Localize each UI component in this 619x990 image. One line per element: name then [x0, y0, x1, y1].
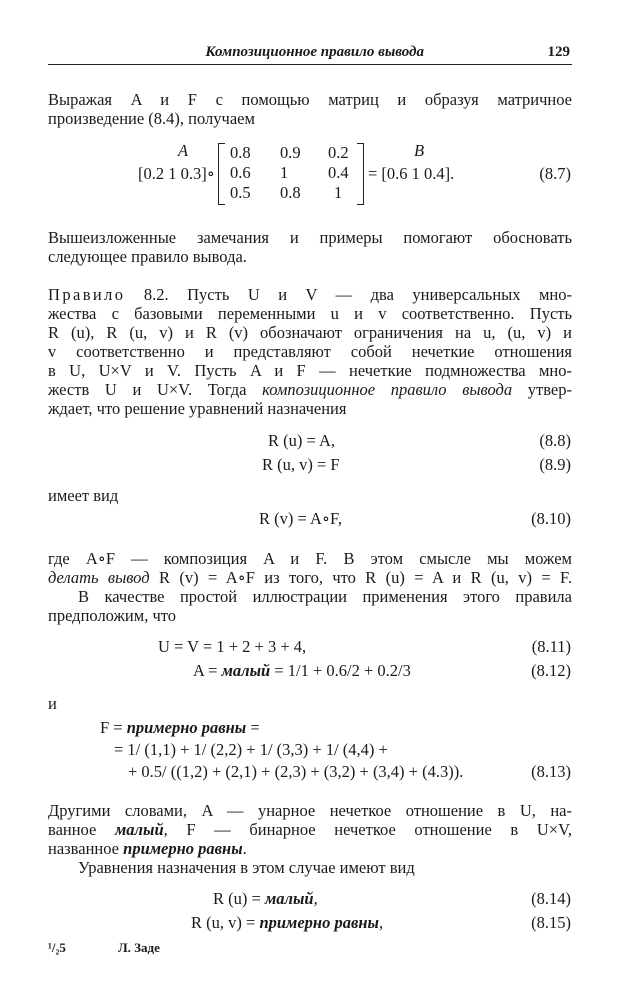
paragraph-6: и — [48, 694, 57, 713]
matrix-cell: 1 — [334, 183, 343, 202]
paragraph-1-line-2: произведение (8.4), получаем — [48, 109, 255, 128]
eq-8-14 — [213, 889, 318, 909]
eq-8-8: R (u) = A, — [268, 431, 336, 450]
paragraph-5-line-2 — [48, 606, 572, 625]
eq-8-10: R (v) = A∘F, — [259, 509, 342, 528]
eq-8-13-line-3: + 0.5/ ((1,2) + (2,1) + (2,3) + (3,2) + (3,4) + (4.3)). — [128, 762, 464, 781]
paragraph-4-line-2 — [48, 568, 572, 587]
rule-8-2-line-7 — [48, 399, 572, 418]
p7-line-1: Другими словами, A — унарное нечеткое отношение в U, на- — [48, 801, 572, 820]
paragraph-4-line-1 — [48, 549, 572, 568]
eq-8-12-lhs: A = — [193, 661, 222, 680]
eq-8-13-word: примерно равны — [126, 718, 247, 737]
matrix-cell: 1 — [280, 163, 289, 182]
eq-8-13-line-1 — [100, 718, 260, 738]
matrix-cell: 0.8 — [280, 183, 301, 202]
eq-8-14-lhs: R (u) = — [213, 889, 265, 908]
paragraph-1 — [48, 90, 572, 109]
eq-8-13-rhs: = — [246, 718, 260, 737]
p7-line-2-a: ванное — [48, 820, 115, 839]
eq-8-12-number: (8.12) — [531, 661, 571, 680]
eq-8-14-number: (8.14) — [531, 889, 571, 908]
rule-8-2-line-1 — [48, 285, 572, 304]
rule-line-6-c: утвер- — [512, 380, 572, 399]
rule-term-italic: композиционное правило вывода — [262, 380, 513, 399]
eq-8-12 — [193, 661, 411, 681]
p7-line-3-a: названное — [48, 839, 124, 858]
matrix-cell: 0.6 — [230, 163, 251, 182]
eq-8-7-left-vector: [0.2 1 0.3]∘ — [138, 164, 215, 183]
paragraph-7-line-4 — [78, 858, 572, 877]
eq-8-7-label-b: B — [414, 141, 425, 160]
rule-line-7: ждает, что решение уравнений назначения — [48, 399, 347, 418]
matrix-left-bracket — [218, 143, 225, 205]
rule-8-2-line-4 — [48, 342, 572, 361]
matrix-cell: 0.5 — [230, 183, 251, 202]
eq-8-15-rhs: , — [378, 913, 384, 932]
page-number: 129 — [547, 44, 570, 60]
matrix-cell: 0.2 — [328, 143, 349, 162]
eq-8-7-label-a: A — [178, 141, 189, 160]
matrix-cell: 0.9 — [280, 143, 301, 162]
eq-8-15-lhs: R (u, v) = — [191, 913, 260, 932]
eq-8-8-number: (8.8) — [539, 431, 571, 450]
eq-8-15-word: примерно равны — [259, 913, 379, 932]
paragraph-2-line-1: Вышеизложенные замечания и примеры помогают обосновать — [48, 228, 572, 247]
rule-line-2: жества с базовыми переменными u и v соответственно. Пусть — [48, 304, 572, 323]
rule-line-6-a: жеств U и U×V. Тогда — [48, 380, 263, 399]
eq-8-14-rhs: , — [313, 889, 318, 908]
eq-8-13-line-2: = 1/ (1,1) + 1/ (2,2) + 1/ (3,3) + 1/ (4,4) + — [114, 740, 388, 759]
eq-8-12-rhs: = 1/1 + 0.6/2 + 0.2/3 — [270, 661, 411, 680]
rule-line-3: R (u), R (u, v) и R (v) обозначают ограничения на u, (u, v) и — [48, 323, 572, 342]
eq-8-15-number: (8.15) — [531, 913, 571, 932]
p7-word-primerno: примерно равны — [123, 839, 243, 858]
paragraph-7-line-3 — [48, 839, 572, 858]
p7-line-3-c: . — [242, 839, 247, 858]
rule-line-1-rest: 8.2. Пусть U и V — два универсальных мно- — [143, 285, 572, 304]
rule-8-2-line-6 — [48, 380, 572, 399]
eq-8-10-number: (8.10) — [531, 509, 571, 528]
paragraph-7-line-2 — [48, 820, 572, 839]
paragraph-2-line-2: следующее правило вывода. — [48, 247, 247, 266]
running-title: Композиционное правило вывода — [205, 44, 424, 60]
eq-8-7-matrix — [218, 143, 364, 203]
p4-italic-term: делать вывод — [48, 568, 150, 587]
paragraph-3: имеет вид — [48, 486, 119, 505]
p4-line-2-rest: R (v) = A∘F из того, что R (u) = A и R (u, v) = F. — [149, 568, 572, 587]
p7-line-2-c: , F — бинарное нечеткое отношение в U×V, — [163, 820, 572, 839]
rule-8-2-line-5 — [48, 361, 572, 380]
matrix-cell: 0.4 — [328, 163, 349, 182]
eq-8-11: U = V = 1 + 2 + 3 + 4, — [158, 637, 307, 656]
p5-line-1: В качестве простой иллюстрации применения этого правила — [78, 587, 572, 606]
p5-line-2: предположим, что — [48, 606, 176, 625]
p4-line-1: где A∘F — композиция A и F. В этом смысле мы можем — [48, 549, 572, 568]
matrix-cell: 0.8 — [230, 143, 251, 162]
paragraph-1-line-1: Выражая A и F с помощью матриц и образуя матричное — [48, 90, 572, 109]
rule-8-2-line-3 — [48, 323, 572, 342]
eq-8-15 — [191, 913, 383, 933]
matrix-right-bracket — [357, 143, 364, 205]
eq-8-11-number: (8.11) — [531, 637, 571, 656]
printer-signature: ¹/₂5 — [48, 940, 66, 955]
eq-8-13-number: (8.13) — [531, 762, 571, 781]
paragraph-2-end — [48, 247, 572, 266]
p7-line-4: Уравнения назначения в этом случае имеют вид — [78, 858, 415, 877]
paragraph-5-line-1 — [78, 587, 572, 606]
eq-8-14-word: малый — [264, 889, 314, 908]
paragraph-1-end — [48, 109, 572, 128]
eq-8-7-number: (8.7) — [539, 164, 571, 183]
footer-author: Л. Заде — [118, 940, 160, 955]
rule-line-5: в U, U×V и V. Пусть A и F — нечеткие подмножества мно- — [48, 361, 572, 380]
rule-line-4: v соответственно и представляют собой нечеткие отношения — [48, 342, 572, 361]
eq-8-9-number: (8.9) — [539, 455, 571, 474]
page-header — [48, 44, 572, 65]
paragraph-2 — [48, 228, 572, 247]
eq-8-12-word: малый — [221, 661, 271, 680]
rule-8-2-line-2 — [48, 304, 572, 323]
eq-8-7-right-side: = [0.6 1 0.4]. — [368, 164, 455, 183]
p7-word-malyi: малый — [114, 820, 164, 839]
eq-8-9: R (u, v) = F — [262, 455, 340, 474]
eq-8-13-lhs: F = — [100, 718, 127, 737]
rule-word: Правило — [48, 285, 126, 304]
paragraph-7-line-1 — [48, 801, 572, 820]
